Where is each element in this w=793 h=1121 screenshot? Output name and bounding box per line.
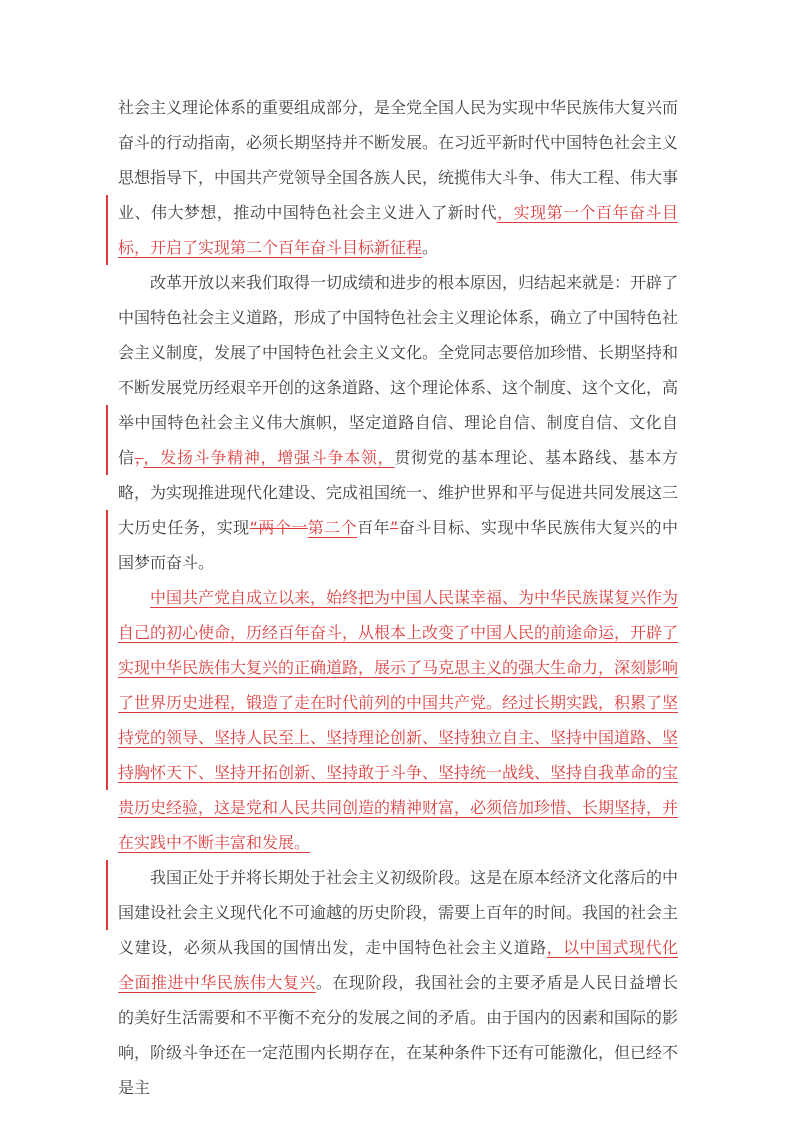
deleted-text: ” xyxy=(390,518,399,537)
change-bar xyxy=(106,405,108,475)
inserted-text: ，实现第一个百年奋斗目标，开启了实现第二个百年奋斗目标新征程 xyxy=(118,203,678,257)
paragraph-4 xyxy=(118,860,678,1105)
change-bar xyxy=(106,195,108,265)
inserted-text: ，以中国式现代化全面推进中华民族伟大复兴 xyxy=(118,938,678,992)
paragraph-2 xyxy=(118,265,678,580)
body-text: 贯彻党的基本理论、基本路线、基本方略，为实现推进现代化建设、完成祖国统一、维护世界和平与促进共同发展这三大历史任务，实现 xyxy=(118,448,679,537)
body-text: 。在现阶段，我国社会的主要矛盾是人民日益增长的美好生活需要和不平衡不充分的发展之间的矛盾。由于国内的因素和国际的影响，阶级斗争还在一定范围内长期存在，在某种条件下还有可能激化，但已经不是主 xyxy=(118,973,679,1097)
deleted-text: “两个一 xyxy=(249,518,308,537)
body-text: 奋斗目标、实现中华民族伟大复兴的中国梦而奋斗。 xyxy=(118,518,678,572)
body-text: 我国正处于并将长期处于社会主义初级阶段。这是在原本经济文化落后的中国建设社会主义现代化不可逾越的历史阶段，需要上百年的时间。我国的社会主义建设，必须从我国的国情出发，走中国特色社会主义道路 xyxy=(118,868,679,957)
deleted-text: ， xyxy=(134,448,144,467)
inserted-text: ，发扬斗争精神，增强斗争本领， xyxy=(143,448,395,467)
body-text: 改革开放以来我们取得一切成绩和进步的根本原因，归结起来就是：开辟了中国特色社会主义道路，形成了中国特色社会主义理论体系，确立了中国特色社会主义制度，发展了中国特色社会主义文化。全党同志要倍加珍惜、长期坚持和不断发展党历经艰辛开创的这条道路、这个理论体系、这个制度、这个文化，高举中国特色社会主义伟大旗帜，坚定道路自信、理论自信、制度自信、文化自信 xyxy=(118,273,679,467)
body-text: 社会主义理论体系的重要组成部分，是全党全国人民为实现中华民族伟大复兴而奋斗的行动指南，必须长期坚持并不断发展。在习近平新时代中国特色社会主义思想指导下，中国共产党领导全国各族人民，统揽伟大斗争、伟大工程、伟大事业、伟大梦想，推动中国特色社会主义进入了新时代 xyxy=(118,98,679,222)
document-text xyxy=(118,90,678,1105)
body-text: 。 xyxy=(422,238,439,257)
body-text: 百年 xyxy=(357,518,390,537)
paragraph-3 xyxy=(118,580,678,860)
paragraph-1 xyxy=(118,90,678,265)
change-bar xyxy=(106,510,108,790)
inserted-text: 中国共产党自成立以来，始终把为中国人民谋幸福、为中华民族谋复兴作为自己的初心使命，历经百年奋斗，从根本上改变了中国人民的前途命运，开辟了实现中华民族伟大复兴的正确道路，展示了马克思主义的强大生命力，深刻影响了世界历史进程，锻造了走在时代前列的中国共产党。经过长期实践，积累了坚持党的领导、坚持人民至上、坚持理论创新、坚持独立自主、坚持中国道路、坚持胸怀天下、坚持开拓创新、坚持敢于斗争、坚持统一战线、坚持自我革命的宝贵历史经验，这是党和人民共同创造的精神财富，必须倍加珍惜、长期坚持，并在实践中不断丰富和发展。 xyxy=(118,588,679,852)
inserted-text: 第二个 xyxy=(307,518,358,537)
change-bar xyxy=(106,860,108,930)
